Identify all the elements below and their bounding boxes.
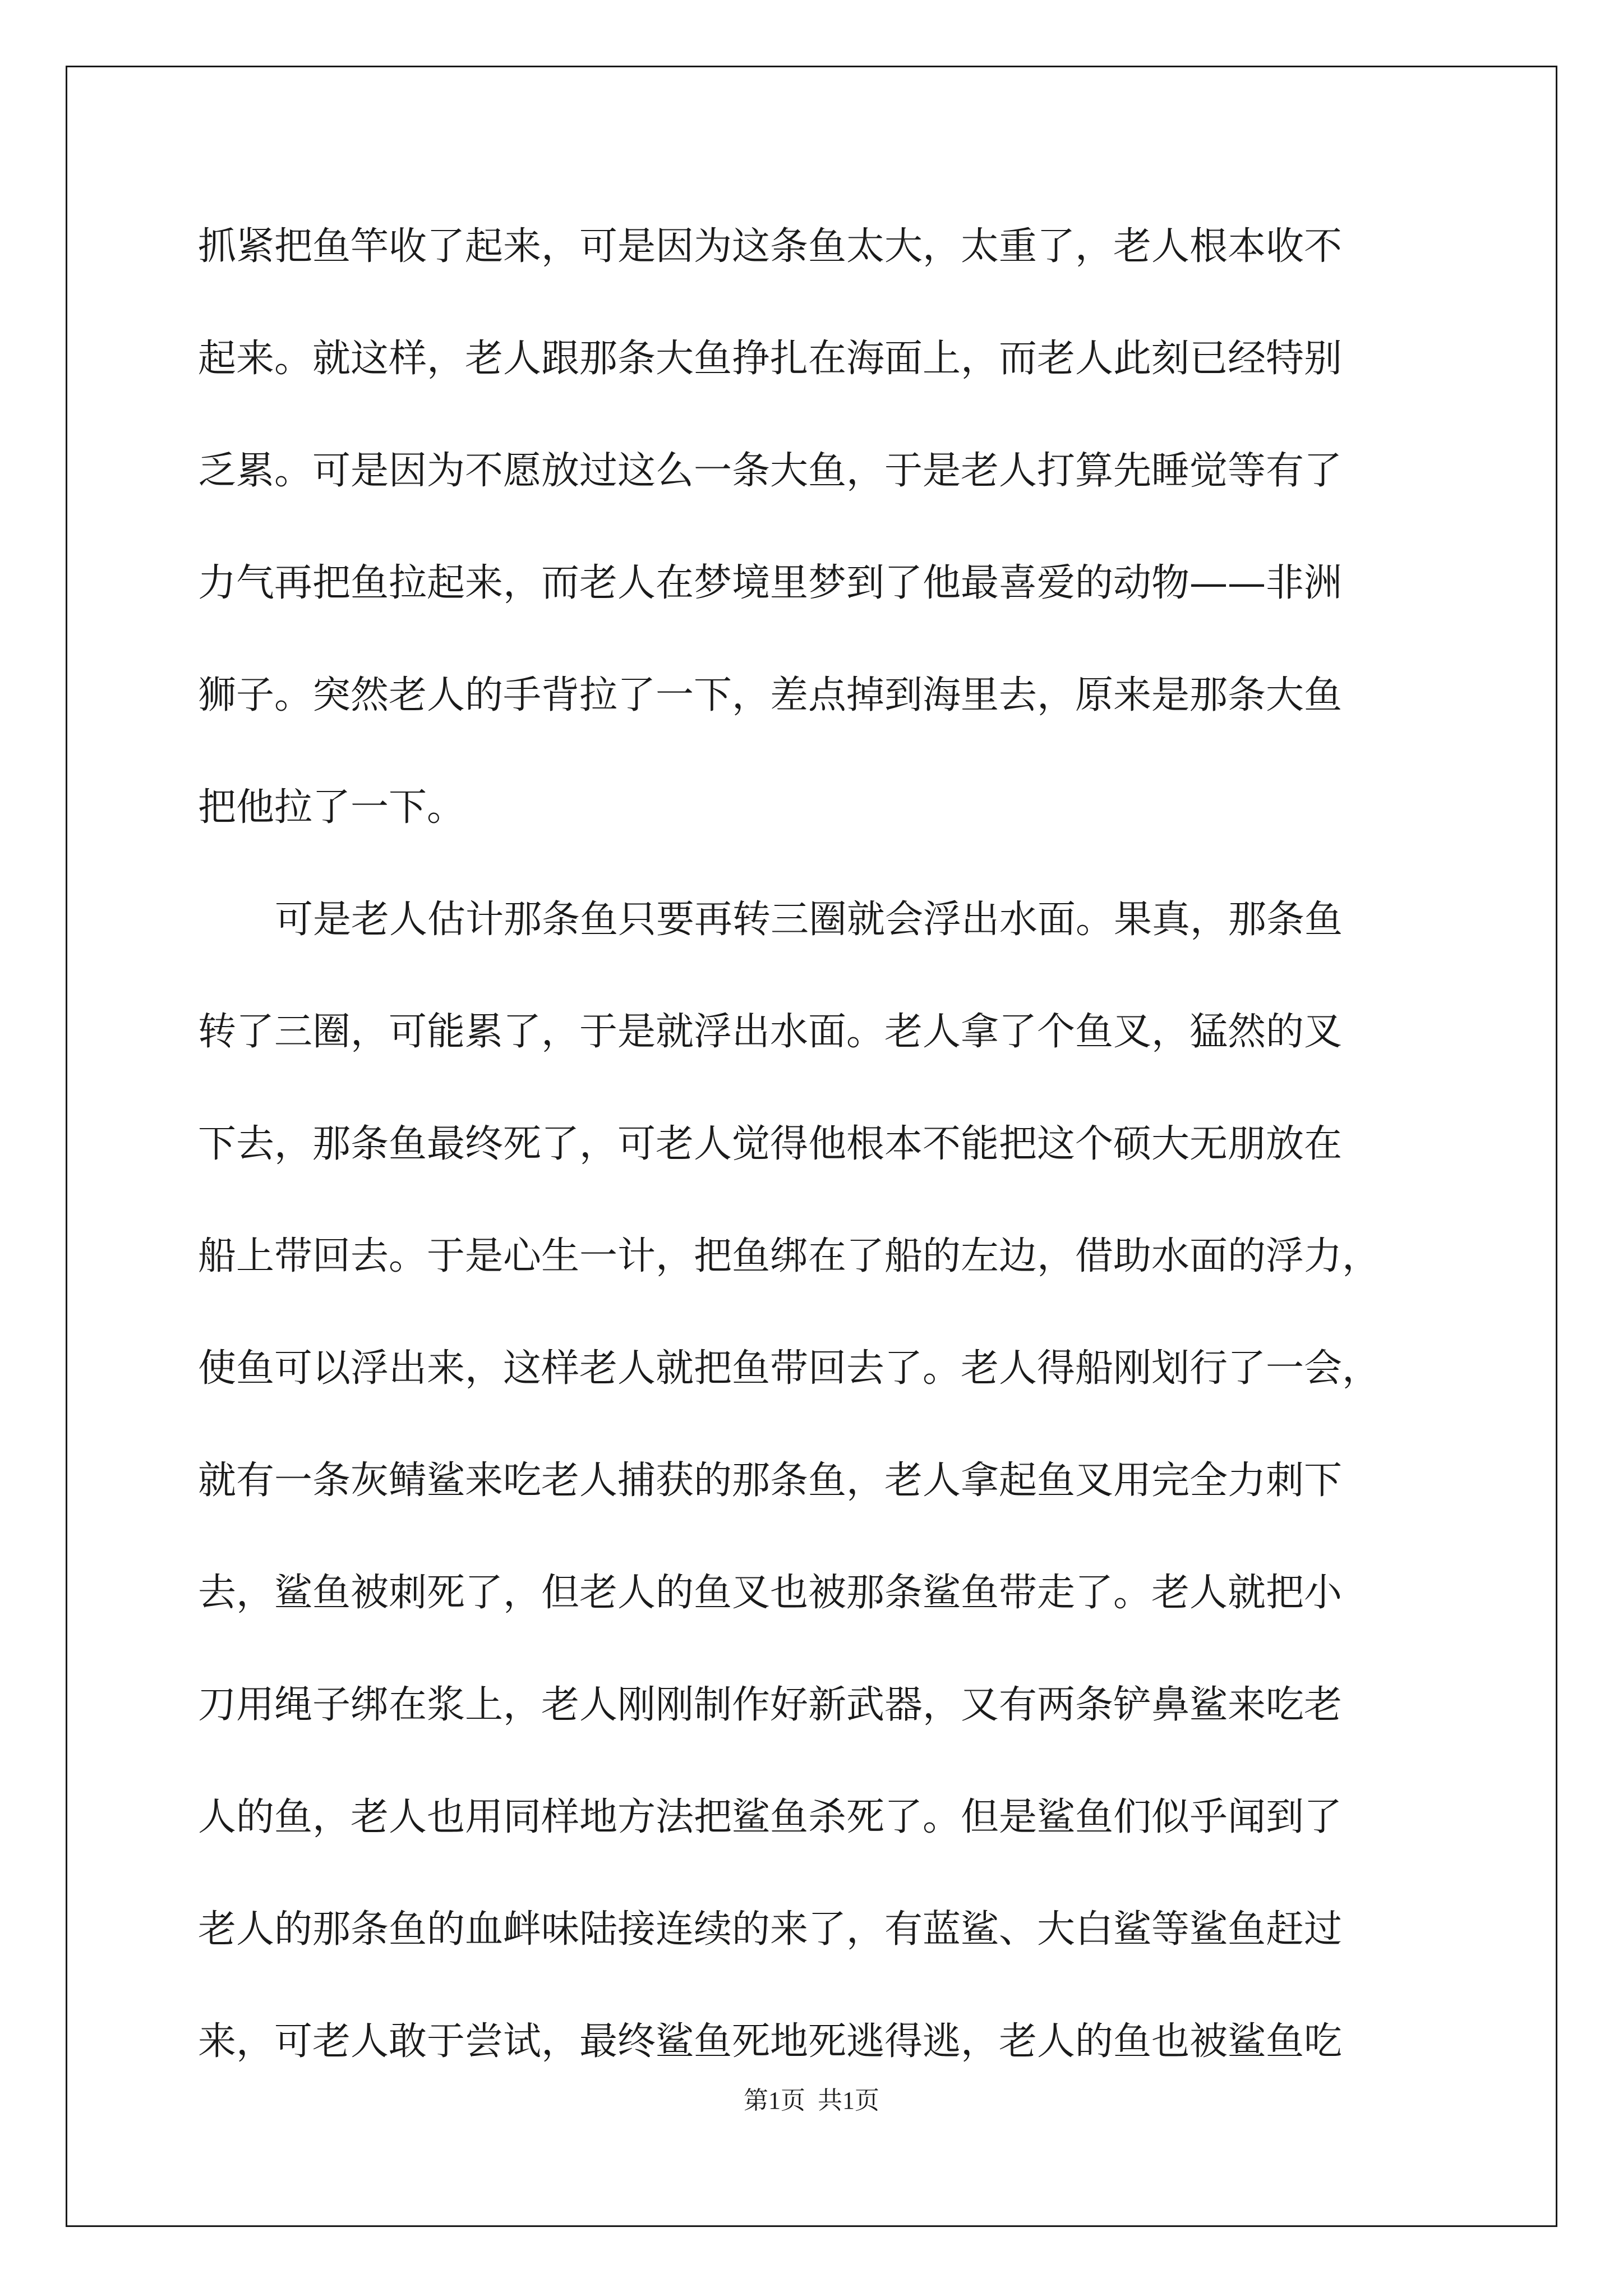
text-line: 力气再把鱼拉起来，而老人在梦境里梦到了他最喜爱的动物——非洲 <box>198 561 1343 605</box>
text-line: 人的鱼，老人也用同样地方法把鲨鱼杀死了。但是鲨鱼们似乎闻到了 <box>198 1795 1343 1839</box>
text-line: 使鱼可以浮出来，这样老人就把鱼带回去了。老人得船刚划行了一会， <box>198 1346 1381 1391</box>
text-line: 下去，那条鱼最终死了，可老人觉得他根本不能把这个硕大无朋放在 <box>198 1122 1343 1166</box>
text-line: 乏累。可是因为不愿放过这么一条大鱼，于是老人打算先睡觉等有了 <box>198 449 1343 493</box>
text-line: 老人的那条鱼的血衅味陆接连续的来了，有蓝鲨、大白鲨等鲨鱼赶过 <box>198 1907 1343 1952</box>
text-line: 船上带回去。于是心生一计，把鱼绑在了船的左边，借助水面的浮力， <box>198 1234 1381 1278</box>
text-line: 转了三圈，可能累了，于是就浮出水面。老人拿了个鱼叉，猛然的叉 <box>198 1010 1343 1054</box>
text-line: 来，可老人敢于尝试，最终鲨鱼死地死逃得逃，老人的鱼也被鲨鱼吃 <box>198 2019 1343 2064</box>
text-line: 狮子。突然老人的手背拉了一下，差点掉到海里去，原来是那条大鱼 <box>198 673 1343 717</box>
text-line: 就有一条灰鲭鲨来吃老人捕获的那条鱼，老人拿起鱼叉用完全力刺下 <box>198 1458 1343 1503</box>
text-line: 起来。就这样，老人跟那条大鱼挣扎在海面上，而老人此刻已经特别 <box>198 337 1343 381</box>
text-line-paragraph-start: 可是老人估计那条鱼只要再转三圈就会浮出水面。果真，那条鱼 <box>275 898 1343 942</box>
text-line: 去，鲨鱼被刺死了，但老人的鱼叉也被那条鲨鱼带走了。老人就把小 <box>198 1571 1343 1615</box>
text-line: 抓紧把鱼竿收了起来，可是因为这条鱼太大，太重了，老人根本收不 <box>198 224 1343 269</box>
text-line: 刀用绳子绑在浆上，老人刚刚制作好新武器，又有两条铲鼻鲨来吃老 <box>198 1683 1343 1727</box>
page-number: 第1页 共1页 <box>744 2087 879 2114</box>
text-line: 把他拉了一下。 <box>198 785 465 830</box>
page-footer <box>0 2084 1623 2118</box>
